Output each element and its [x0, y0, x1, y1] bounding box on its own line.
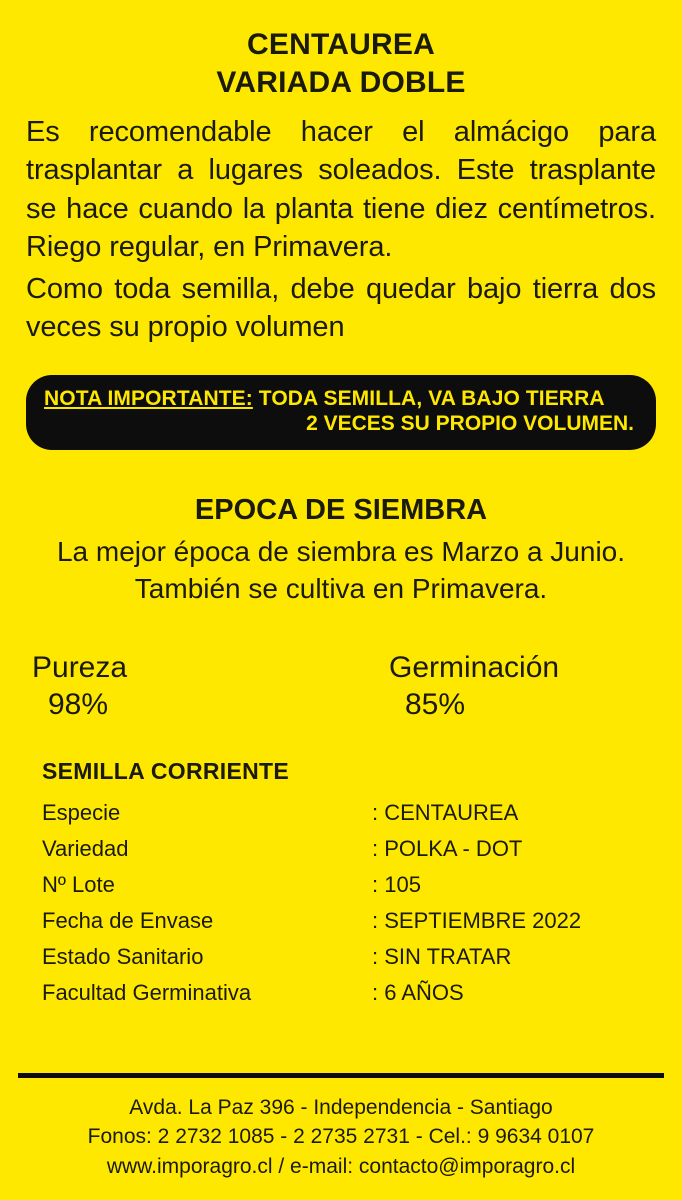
germination-label: Germinación [389, 651, 560, 685]
table-row [42, 975, 656, 1011]
seed-details-table [26, 795, 656, 1011]
seed-type-heading: SEMILLA CORRIENTE [42, 757, 290, 784]
row-value: : 6 AÑOS [372, 979, 464, 1005]
table-row [42, 795, 656, 831]
row-key: Variedad [42, 835, 129, 861]
purity-value: 98% [48, 688, 109, 722]
row-value: : POLKA - DOT [372, 835, 523, 861]
important-note-label: NOTA IMPORTANTE: [44, 386, 253, 410]
footer-address: Avda. La Paz 396 - Independencia - Santiago [129, 1095, 553, 1119]
purity-stat [32, 650, 293, 724]
important-note-box [26, 375, 656, 450]
row-key: Estado Sanitario [42, 943, 204, 969]
table-row [42, 867, 656, 903]
important-note-line-1-rest: TODA SEMILLA, VA BAJO TIERRA [252, 386, 605, 410]
title-line-1: CENTAUREA [247, 28, 435, 61]
germination-stat [293, 650, 650, 724]
row-value: : CENTAUREA [372, 799, 519, 825]
quality-stats [26, 650, 656, 724]
row-value: : 105 [372, 871, 421, 897]
important-note-line-2: 2 VECES SU PROPIO VOLUMEN. [306, 411, 634, 435]
footer-web-email: www.imporagro.cl / e-mail: contacto@imporagro.cl [106, 1155, 576, 1179]
footer-phones: Fonos: 2 2732 1085 - 2 2735 2731 - Cel.: 9 9634 0107 [87, 1125, 595, 1149]
purity-label: Pureza [32, 651, 128, 685]
row-key: Fecha de Envase [42, 907, 214, 933]
page-title [26, 0, 656, 101]
row-key: Nº Lote [42, 871, 115, 897]
sowing-season-title: EPOCA DE SIEMBRA [194, 493, 488, 526]
instructions-paragraph-1: Es recomendable hacer el almácigo para trasplantar a lugares soleados. Este trasplante se hace cuando la planta tiene diez centímetros. Riego regular, en Primavera. [26, 116, 656, 263]
footer-divider [18, 1073, 664, 1078]
row-key: Facultad Germinativa [42, 979, 252, 1005]
important-note-line-1 [44, 387, 638, 411]
row-key: Especie [42, 799, 121, 825]
table-row [42, 903, 656, 939]
row-value: : SIN TRATAR [372, 943, 512, 969]
germination-value: 85% [405, 688, 466, 722]
table-row [42, 831, 656, 867]
sowing-season-text: La mejor época de siembra es Marzo a Junio. También se cultiva en Primavera. [56, 535, 626, 605]
title-line-2: VARIADA DOBLE [216, 65, 466, 99]
row-value: : SEPTIEMBRE 2022 [372, 907, 582, 933]
instructions-paragraph-2: Como toda semilla, debe quedar bajo tierra dos veces su propio volumen [26, 273, 656, 344]
footer-contact [0, 1093, 682, 1182]
table-row [42, 939, 656, 975]
